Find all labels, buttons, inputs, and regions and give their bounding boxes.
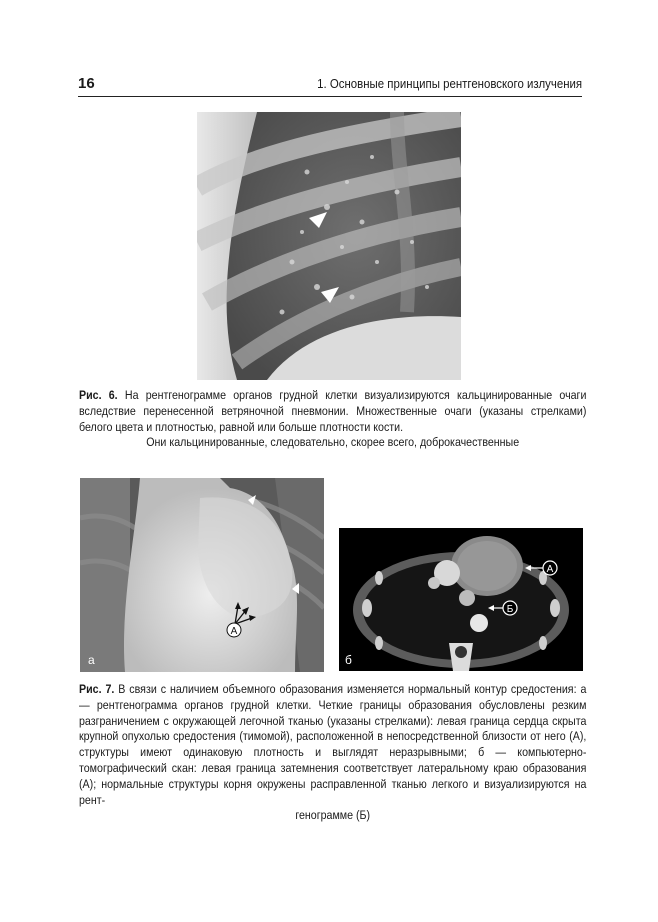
page-number: 16	[78, 75, 95, 92]
marker-a-label: A	[230, 626, 238, 637]
figure-6-xray-image	[197, 112, 461, 380]
marker-b-label: Б	[506, 604, 514, 615]
figure-6-caption-lead: Рис. 6.	[79, 388, 118, 402]
figure-7b-ct-image	[339, 528, 583, 671]
figure-7-caption-text: В связи с наличием объемного образования изменяется нормальный контур средостения: а — рентгенограмма органов грудной клетки. Четкие границы образования обусловлены резким разграничением с окружающей легочной тканью (указаны стрелками): левая граница сердца скрыта крупной опухолью средостения (тимомой), расположенной в непосредственной близости от него (А), структуры имеют одинаковую плотность и выглядят неразрывными; б — компьютерно-томографический скан: левая граница затемнения соответствует латеральному краю образования (А); нормальные структуры корня окружены расправленной тканью легкого и визуализируются на рент-	[79, 682, 587, 807]
figure-6-caption-last-line: Они кальцинированные, следовательно, скорее всего, доброкачественные	[146, 435, 520, 450]
panel-a-label: а	[88, 653, 95, 667]
figure-7a-xray-image	[80, 478, 324, 672]
figure-7-caption-lead: Рис. 7.	[79, 682, 115, 696]
marker-a-ct-label: A	[546, 564, 554, 575]
figure-7-caption-last-line: генограмме (Б)	[295, 808, 371, 823]
panel-b-label: б	[345, 653, 352, 667]
header-rule	[78, 96, 582, 97]
figure-6-caption	[79, 388, 586, 451]
running-title: 1. Основные принципы рентгеновского излучения	[317, 76, 582, 91]
figure-6-caption-text: На рентгенограмме органов грудной клетки визуализируются кальцинированные очаги вследствие перенесенной ветряночной пневмонии. Множественные очаги (указаны стрелками) белого цвета и плотностью, равной или больше плотности кости.	[79, 388, 587, 434]
figure-7-caption	[79, 682, 586, 824]
